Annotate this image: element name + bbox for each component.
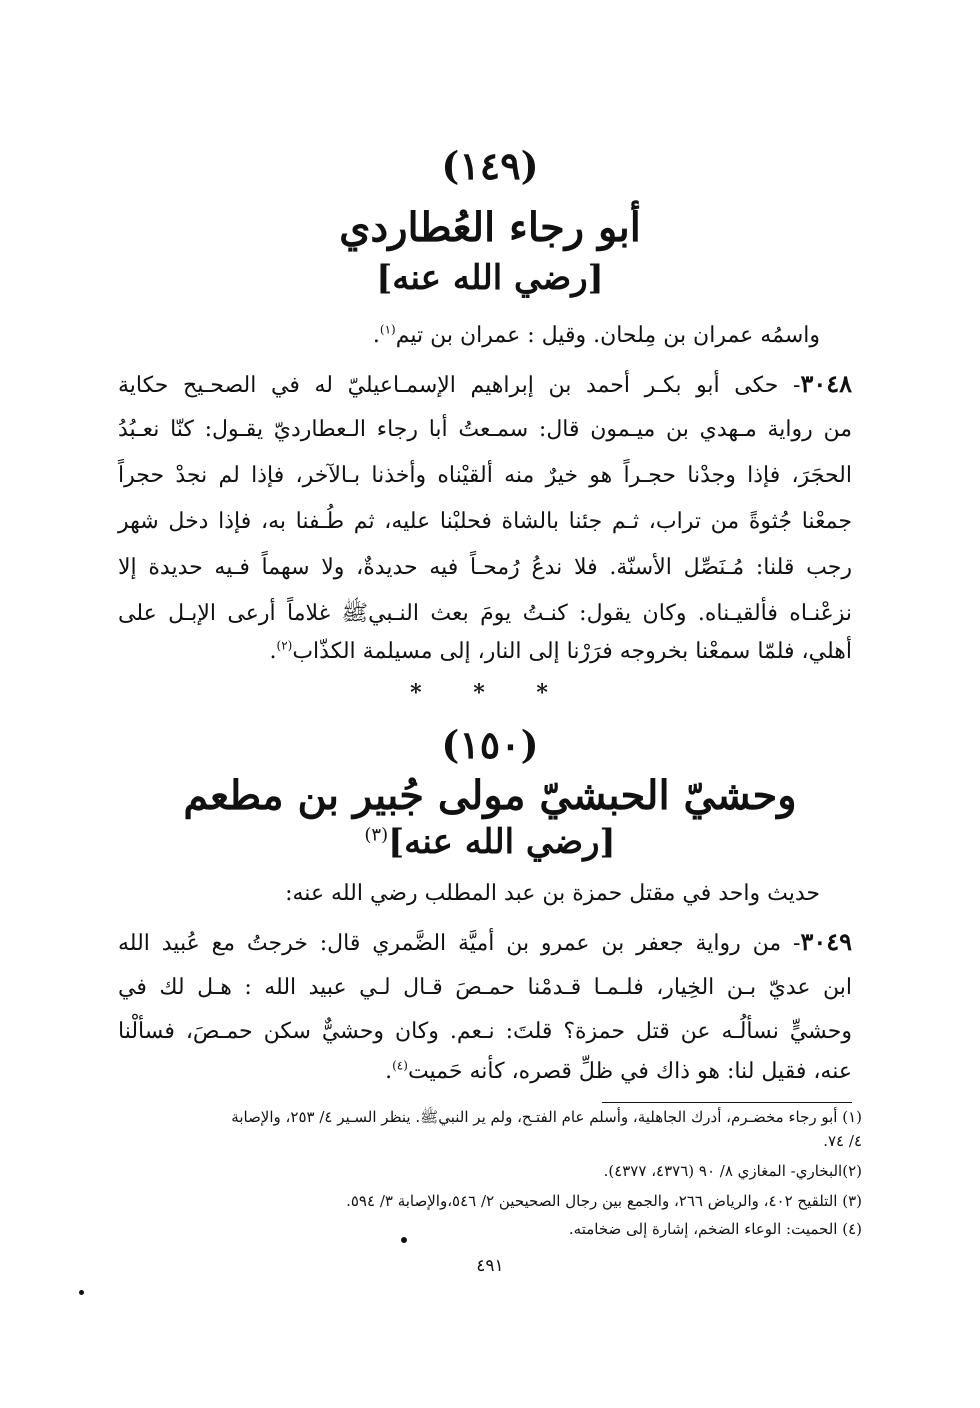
entry-title-wahshi: وحشيّ الحبشيّ مولى جُبير بن مطعم: [183, 772, 797, 819]
intro-150: حديث واحد في مقتل حمزة بن عبد المطلب رضي الله عنه:: [285, 881, 820, 906]
section-separator: * * *: [410, 680, 570, 706]
entry-number-149: (١٤٩): [441, 143, 539, 188]
hadith-line-11: عنه، فقيل لنا: هو ذاك في ظلِّ قصره، كأنه حَميت$^{(٤)}$.: [385, 1058, 852, 1084]
footnote-divider: [602, 1102, 852, 1103]
hadith-line-4: جمعْنا جُثوةً من تراب، ثـم جئنا بالشاة فحلبْنا عليه، ثم طُـفنا به، فإذا دخل شهر: [118, 509, 852, 534]
intro-149: واسمُه عمران بن مِلحان. وقيل : عمران بن تيم$^{(١)}$.: [372, 322, 820, 348]
footnote-3: (٣) التلقيح ٤٠٢، والرياض ٢٦٦، والجمع بين رجال الصحيحين ٢/ ٥٤٦،والإصابة ٣/ ٥٩٤.: [346, 1192, 862, 1210]
footnote-ref-4: (٤): [392, 1058, 408, 1073]
ink-speck: [401, 1237, 407, 1243]
footnote-4: (٤) الحميت: الوعاء الضخم، إشارة إلى ضخامته.: [568, 1220, 862, 1238]
entry-title-abu-raja: أبو رجاء العُطاردي: [339, 204, 641, 251]
hadith-line-7: أهلي، فلمّا سمعْنا بخروجه فرَرْنا إلى النار، إلى مسيلمة الكذّاب$^{(٢)}$.: [269, 638, 852, 664]
hadith-line-10: وحشيٍّ نسألُـه عن قتل حمزة؟ قلتَ: نـعم. وكان وحشيٌّ سكن حمـصَ، فسألْنا: [118, 1019, 852, 1044]
ink-speck: [79, 1290, 84, 1295]
footnote-ref-1: (١): [379, 322, 396, 337]
hadith-number-3049: ٣٠٤٩: [800, 927, 852, 956]
page-number: ٤٩١: [476, 1256, 504, 1276]
footnote-ref-3: (٣): [364, 824, 389, 846]
hadith-line-8: ٣٠٤٩- من رواية جعفر بن عمرو بن أميَّة الضَّمري قال: خرجتُ مع عُبيد الله: [118, 927, 852, 956]
entry-number-150: (١٥٠): [441, 722, 539, 767]
footnote-1: (١) أبو رجاء مخضـرم، أدرك الجاهلية، وأسلم عام الفتـح، ولم ير النبيﷺ. ينظر السـير ٤/ ٢٥٣، والإصابة: [231, 1108, 862, 1126]
entry-honorific-150: [رضي الله عنه]$^{(٣)}$: [364, 822, 616, 862]
hadith-line-2: من رواية مـهدي بن ميـمون قال: سمـعتُ أبا رجاء الـعطارديّ يقـول: كنّا نعـبُدُ: [118, 417, 852, 442]
footnote-2: (٢)البخاري- المغازي ٨/ ٩٠ (٤٣٧٦، ٤٣٧٧).: [603, 1162, 862, 1180]
hadith-number-3048: ٣٠٤٨: [800, 369, 852, 398]
hadith-line-5: رجب قلنا: مُـنَصِّل الأسنّة. فلا ندعُ رُمحـاً فيه حديدةٌ، ولا سهماً فـيه حديدة إلا: [118, 555, 852, 580]
hadith-line-9: ابن عديّ بـن الخِيار، فلـمـا قـدمْنا حمـصَ قـال لـي عبيد الله : هـل لك في: [118, 975, 852, 1000]
footnote-1-cont: ٤/ ٧٤.: [823, 1132, 862, 1150]
footnote-ref-2: (٢): [276, 638, 293, 653]
hadith-line-6: نزعْنـاه فألقيـناه. وكان يقول: كنـتُ يومَ بعث النـبيﷺ غلاماً أرعى الإبـل على: [118, 601, 853, 626]
entry-honorific-149: [رضي الله عنه]: [376, 258, 604, 298]
hadith-line-3: الحجَرَ، فإذا وجدْنا حجـراً هو خيرٌ منه ألقيْناه وأخذنا بـالآخر، فإذا لم نجدْ حجراً: [118, 463, 852, 488]
hadith-line-1: ٣٠٤٨- حكى أبو بكـر أحمد بن إبراهيم الإسمـاعيليّ له في الصحـيح حكاية: [118, 369, 852, 398]
